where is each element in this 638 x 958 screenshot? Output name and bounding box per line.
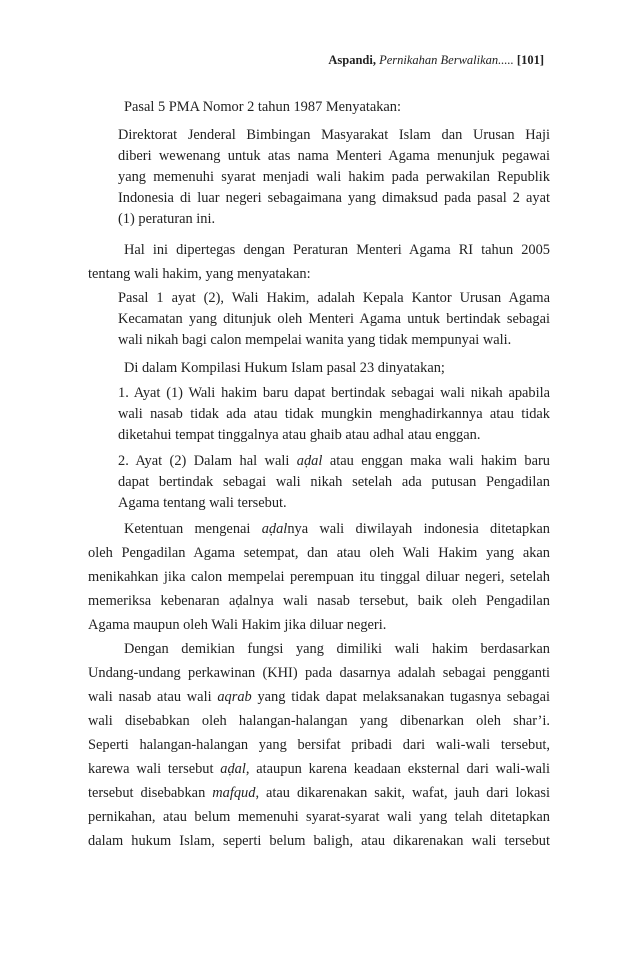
body-line: wali disebabkan oleh halangan-halangan yang dibenarkan oleh shar’i. xyxy=(88,713,550,729)
quote-line: dapat bertindak sebagai wali nikah setelah ada putusan Pengadilan xyxy=(118,474,550,490)
quote-line: wali nikah bagi calon mempelai wanita yang tidak mempunyai wali. xyxy=(118,332,512,348)
body-line: Dengan demikian fungsi yang dimiliki wali hakim berdasarkan xyxy=(124,641,550,657)
running-header xyxy=(328,53,544,68)
header-page-number: [101] xyxy=(516,53,544,67)
body-line: tentang wali hakim, yang menyatakan: xyxy=(88,266,311,282)
body-line: Undang-undang perkawinan (KHI) pada dasarnya adalah sebagai pengganti xyxy=(88,665,550,681)
body-line: karewa wali tersebut aḍal, ataupun karena keadaan eksternal dari wali-wali xyxy=(88,761,550,777)
body-line: memeriksa kebenaran aḍalnya wali nasab tersebut, baik oleh Pengadilan xyxy=(88,593,550,609)
body-line: pernikahan, atau belum memenuhi syarat-syarat wali yang telah ditetapkan xyxy=(88,809,550,825)
quote-line: 1. Ayat (1) Wali hakim baru dapat bertindak sebagai wali nikah apabila xyxy=(118,385,550,401)
body-line: Agama maupun oleh Wali Hakim jika diluar negeri. xyxy=(88,617,387,633)
body-line: wali nasab atau wali aqrab yang tidak dapat melaksanakan tugasnya sebagai xyxy=(88,689,550,705)
quote-line: Kecamatan yang ditunjuk oleh Menteri Agama untuk bertindak sebagai xyxy=(118,311,550,327)
body-line: Di dalam Kompilasi Hukum Islam pasal 23 dinyatakan; xyxy=(124,360,445,376)
quote-line: Indonesia di luar negeri sebagaimana yang dimaksud pada pasal 2 ayat xyxy=(118,190,550,206)
quote-line: yang memenuhi syarat menjadi wali hakim pada perwakilan Republik xyxy=(118,169,550,185)
quote-line: diketahui tempat tinggalnya atau ghaib atau adhal atau enggan. xyxy=(118,427,481,443)
block1-intro: Pasal 5 PMA Nomor 2 tahun 1987 Menyatakan: xyxy=(124,99,401,115)
quote-line: Direktorat Jenderal Bimbingan Masyarakat Islam dan Urusan Haji xyxy=(118,127,550,143)
body-line: Seperti halangan-halangan yang bersifat pribadi dari wali-wali tersebut, xyxy=(88,737,550,753)
header-title: Pernikahan Berwalikan..... xyxy=(379,53,514,67)
body-line: Hal ini dipertegas dengan Peraturan Menteri Agama RI tahun 2005 xyxy=(124,242,550,258)
quote-line: diberi wewenang untuk atas nama Menteri Agama menunjuk pegawai xyxy=(118,148,550,164)
quote-line: (1) peraturan ini. xyxy=(118,211,216,227)
quote-line: Agama tentang wali tersebut. xyxy=(118,495,287,511)
body-line: Ketentuan mengenai aḍalnya wali diwilayah indonesia ditetapkan xyxy=(124,521,550,537)
body-line: tersebut disebabkan mafqud, atau dikarenakan sakit, wafat, jauh dari lokasi xyxy=(88,785,550,801)
body-line: dalam hukum Islam, seperti belum baligh, atau dikarenakan wali tersebut xyxy=(88,833,550,849)
header-author: Aspandi, xyxy=(328,53,376,67)
quote-line: wali nasab tidak ada atau tidak mungkin menghadirkannya atau tidak xyxy=(118,406,550,422)
quote-line: Pasal 1 ayat (2), Wali Hakim, adalah Kepala Kantor Urusan Agama xyxy=(118,290,550,306)
body-line: menikahkan jika calon mempelai perempuan itu tinggal diluar negeri, setelah xyxy=(88,569,550,585)
quote-line: 2. Ayat (2) Dalam hal wali aḍal atau enggan maka wali hakim baru xyxy=(118,453,551,469)
body-line: oleh Pengadilan Agama setempat, dan atau oleh Wali Hakim yang akan xyxy=(88,545,550,561)
